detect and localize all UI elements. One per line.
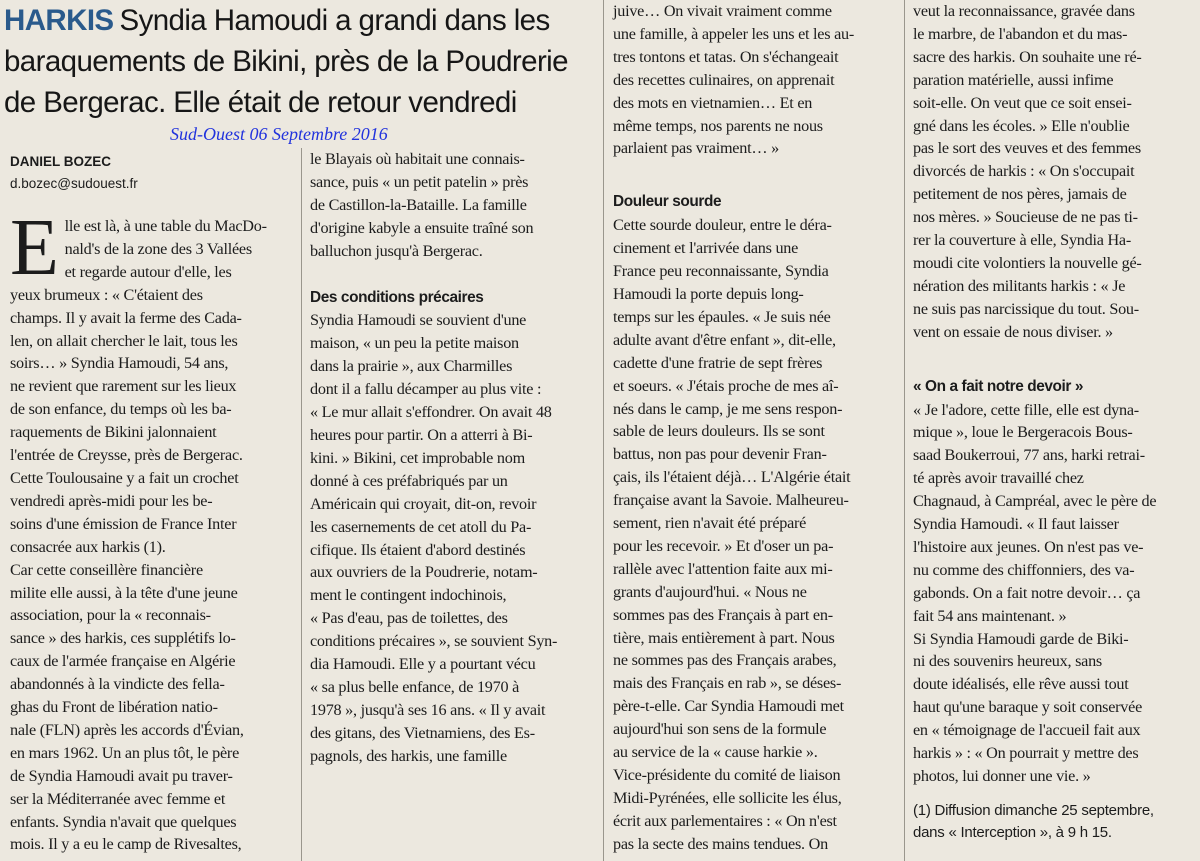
text-line: une famille, à appeler les uns et les au- <box>613 24 855 43</box>
text-line: cinement et l'arrivée dans une <box>613 239 799 258</box>
text-line: gabonds. On a fait notre devoir… ça <box>913 583 1141 602</box>
text-line: France peu reconnaissante, Syndia <box>613 262 829 281</box>
text-line: père-t-elle. Car Syndia Hamoudi met <box>613 697 844 716</box>
text-line: Syndia Hamoudi. « Il faut laisser <box>913 515 1119 534</box>
text-line: soirs… » Syndia Hamoudi, 54 ans, <box>10 354 229 373</box>
text-line: vendredi après-midi pour les be- <box>10 491 213 510</box>
text-line: rallèle avec l'attention faite aux mi- <box>613 559 833 578</box>
text-line: parlaient pas vraiment… » <box>613 139 779 158</box>
text-line: temps sur les épaules. « Je suis née <box>613 307 831 326</box>
text-line: lle est là, à une table du MacDo- <box>64 217 267 235</box>
text-line: écrit aux parlementaires : « On n'est <box>613 811 837 830</box>
text-line: dans la prairie », aux Charmilles <box>310 357 513 376</box>
text-line: « Le mur allait s'effondrer. On avait 48 <box>310 403 552 422</box>
text-line: dia Hamoudi. Elle y a pourtant vécu <box>310 655 536 674</box>
text-line: Si Syndia Hamoudi garde de Biki- <box>913 629 1129 648</box>
column-1-text <box>10 204 292 856</box>
text-line: nald's de la zone des 3 Vallées <box>64 239 252 258</box>
text-line: kini. » Bikini, cet improbable nom <box>310 448 525 467</box>
text-line: « sa plus belle enfance, de 1970 à <box>310 677 520 696</box>
text-line: len, on allait chercher le lait, tous les <box>10 331 238 350</box>
text-line: au service de la « cause harkie ». <box>613 743 818 762</box>
text-line: Midi-Pyrénées, elle sollicite les élus, <box>613 788 842 807</box>
text-line: soins d'une émission de France Inter <box>10 514 237 533</box>
text-line: adulte avant d'être enfant », dit-elle, <box>613 330 836 349</box>
text-line: le marbre, de l'abandon et du mas- <box>913 24 1128 43</box>
text-line: ni des souvenirs heureux, sans <box>913 652 1102 671</box>
text-line: Car cette conseillère financière <box>10 560 203 579</box>
text-line: aux ouvriers de la Poudrerie, notam- <box>310 563 538 582</box>
text-line: l'histoire aux jeunes. On n'est pas ve- <box>913 537 1144 556</box>
text-line: nés dans le camp, je me sens respon- <box>613 399 843 418</box>
text-line: grants d'aujourd'hui. « Nous ne <box>613 582 807 601</box>
text-line: les casernements de cet atoll du Pa- <box>310 517 532 536</box>
text-line: maison, « un peu la petite maison <box>310 334 519 353</box>
text-line: sacre des harkis. On souhaite une ré- <box>913 47 1142 66</box>
text-line: photos, lui donner une vie. » <box>913 767 1091 785</box>
text-line: pas la secte des mains tendues. On <box>613 834 828 853</box>
article-column-4 <box>913 0 1195 844</box>
text-line: le Blayais où habitait une connais- <box>310 150 525 168</box>
text-line: té après avoir travaillé chez <box>913 469 1084 488</box>
text-line: tres tontons et tatas. On s'échangeait <box>613 47 839 66</box>
text-line: sommes pas des Français à part en- <box>613 605 833 624</box>
column-3-text-a <box>613 0 893 160</box>
text-line: caux de l'armée française en Algérie <box>10 652 236 671</box>
article-column-3 <box>613 0 893 856</box>
column-2-text-b <box>310 309 592 767</box>
text-line: nu comme des chiffonniers, des va- <box>913 560 1135 579</box>
text-line: mois. Il y a eu le camp de Rivesaltes, <box>10 835 242 854</box>
drop-cap: E <box>10 204 59 292</box>
headline <box>4 0 592 123</box>
text-line: veut la reconnaissance, gravée dans <box>913 2 1135 20</box>
text-line: heures pour partir. On a atterri à Bi- <box>310 425 533 444</box>
text-line: Cette Toulousaine y a fait un crochet <box>10 468 239 487</box>
text-line: consacrée aux harkis (1). <box>10 537 166 556</box>
text-line: Chagnaud, à Campréal, avec le père de <box>913 492 1157 511</box>
text-line: et regarde autour d'elle, les <box>64 262 232 281</box>
text-line: donné à ces préfabriqués par un <box>310 471 508 490</box>
article-column-1 <box>10 204 292 856</box>
text-line: rer la couverture à elle, Syndia Ha- <box>913 231 1131 250</box>
text-line: même temps, nos parents ne nous <box>613 116 823 135</box>
text-line: Hamoudi la porte depuis long- <box>613 284 804 303</box>
text-line: nos mères. » Soucieuse de ne pas ti- <box>913 208 1138 227</box>
text-line: (1) Diffusion dimanche 25 septembre, <box>913 801 1154 819</box>
text-line: pas le sort des veuves et des femmes <box>913 139 1141 158</box>
column-rule <box>301 148 302 861</box>
subhead-devoir: « On a fait notre devoir » <box>913 377 1084 395</box>
byline-author: DANIEL BOZEC <box>10 154 112 169</box>
text-line: en mars 1962. Un an plus tôt, le père <box>10 743 240 762</box>
text-line: saad Boukerroui, 77 ans, harki retrai- <box>913 446 1145 465</box>
headline-text: Syndia Hamoudi a grandi dans les baraquements de Bikini, près de la Poudrerie de Bergerac. Elle était de retour vendredi <box>4 4 568 119</box>
column-rule <box>603 0 604 861</box>
text-line: çais, ils l'étaient déjà… L'Algérie était <box>613 468 851 487</box>
text-line: fait 54 ans maintenant. » <box>913 606 1067 625</box>
text-line: sable de leurs douleurs. Ils se sont <box>613 422 825 441</box>
column-4-text-b <box>913 399 1195 788</box>
text-line: et soeurs. « J'étais proche de mes aî- <box>613 376 839 395</box>
text-line: ne revient que rarement sur les lieux <box>10 377 237 396</box>
subhead-douleur: Douleur sourde <box>613 193 722 211</box>
source-annotation: Sud-Ouest 06 Septembre 2016 <box>170 124 388 144</box>
text-line: battus, non pas pour devenir Fran- <box>613 445 827 464</box>
subhead-conditions: Des conditions précaires <box>310 288 484 306</box>
footnote <box>913 800 1195 844</box>
text-line: nération des militants harkis : « Je <box>913 276 1126 295</box>
text-line: association, pour la « reconnais- <box>10 606 211 625</box>
text-line: aujourd'hui son sens de la formule <box>613 720 827 739</box>
text-line: soit-elle. On veut que ce soit ensei- <box>913 93 1132 112</box>
text-line: cifique. Ils étaient d'abord destinés <box>310 540 526 559</box>
text-line: en « témoignage de l'accueil fait aux <box>913 721 1141 740</box>
text-line: paration matérielle, aussi infime <box>913 70 1114 89</box>
text-line: Américain qui croyait, dit-on, revoir <box>310 494 537 513</box>
article-column-2 <box>310 148 592 768</box>
text-line: pagnols, des harkis, une famille <box>310 746 507 765</box>
text-line: Syndia Hamoudi se souvient d'une <box>310 311 527 330</box>
text-line: sance » des harkis, ces supplétifs lo- <box>10 629 236 648</box>
text-line: haut qu'une baraque y soit conservée <box>913 698 1142 717</box>
text-line: gné dans les écoles. » Elle n'oublie <box>913 116 1130 135</box>
text-line: de Castillon-la-Bataille. La famille <box>310 195 527 214</box>
text-line: ne suis pas narcissique du tout. Sou- <box>913 299 1139 318</box>
text-line: sance, puis « un petit patelin » près <box>310 172 529 191</box>
text-line: l'entrée de Creysse, près de Bergerac. <box>10 446 243 465</box>
text-line: raquements de Bikini jalonnaient <box>10 423 217 442</box>
text-line: juive… On vivait vraiment comme <box>613 2 832 20</box>
text-line: pour les recevoir. » Et d'oser un pa- <box>613 536 834 555</box>
text-line: ghas du Front de libération natio- <box>10 698 218 717</box>
text-line: tière, mais entièrement à part. Nous <box>613 628 835 647</box>
column-rule <box>904 0 905 861</box>
text-line: mique », loue le Bergeracois Bous- <box>913 423 1133 442</box>
text-line: doute idéalisés, elle rêve aussi tout <box>913 675 1129 694</box>
text-line: de Syndia Hamoudi avait pu traver- <box>10 766 233 785</box>
text-line: française avant la Savoie. Malheureu- <box>613 491 849 510</box>
text-line: balluchon jusqu'à Bergerac. <box>310 241 483 260</box>
text-line: divorcés de harkis : « On s'occupait <box>913 162 1135 181</box>
column-2-text-a <box>310 148 592 263</box>
text-line: harkis » : « On pourrait y mettre des <box>913 744 1139 763</box>
column-4-text-a <box>913 0 1195 344</box>
text-line: des mots en vietnamien… Et en <box>613 93 813 112</box>
text-line: conditions précaires », se souvient Syn- <box>310 632 558 651</box>
text-line: de son enfance, du temps où les ba- <box>10 400 232 419</box>
text-line: mais des Français en rab », se déses- <box>613 674 842 693</box>
column-3-text-b <box>613 214 893 855</box>
text-line: enfants. Syndia n'avait que quelques <box>10 812 237 831</box>
text-line: ser la Méditerranée avec femme et <box>10 789 226 808</box>
text-line: petitement de nos pères, jamais de <box>913 185 1127 204</box>
text-line: 1978 », jusqu'à ses 16 ans. « Il y avait <box>310 700 546 719</box>
text-line: ment le contingent indochinois, <box>310 586 507 605</box>
text-line: champs. Il y avait la ferme des Cada- <box>10 308 242 327</box>
headline-kicker: HARKIS <box>4 4 114 37</box>
text-line: moudi cite volontiers la nouvelle gé- <box>913 253 1142 272</box>
text-line: yeux brumeux : « C'étaient des <box>10 285 203 304</box>
text-line: abandonnés à la vindicte des fella- <box>10 675 225 694</box>
byline-email: d.bozec@sudouest.fr <box>10 176 138 191</box>
text-line: milite elle aussi, à la tête d'une jeune <box>10 583 238 602</box>
text-line: nale (FLN) après les accords d'Évian, <box>10 720 244 739</box>
text-line: d'origine kabyle a ensuite traîné son <box>310 218 534 237</box>
text-line: dans « Interception », à 9 h 15. <box>913 823 1112 841</box>
text-line: vent on essaie de nous diviser. » <box>913 322 1113 341</box>
text-line: cadette d'une fratrie de sept frères <box>613 353 823 372</box>
text-line: « Pas d'eau, pas de toilettes, des <box>310 609 508 628</box>
text-line: « Je l'adore, cette fille, elle est dyna- <box>913 400 1139 419</box>
text-line: ne sommes pas des Français arabes, <box>613 651 837 670</box>
text-line: Vice-présidente du comité de liaison <box>613 766 841 784</box>
text-line: des gitans, des Vietnamiens, des Es- <box>310 723 535 742</box>
text-line: Cette sourde douleur, entre le déra- <box>613 216 832 235</box>
text-line: des recettes culinaires, on apprenait <box>613 70 835 89</box>
text-line: sement, rien n'avait été préparé <box>613 514 807 533</box>
text-line: dont il a fallu décamper au plus vite : <box>310 380 542 399</box>
